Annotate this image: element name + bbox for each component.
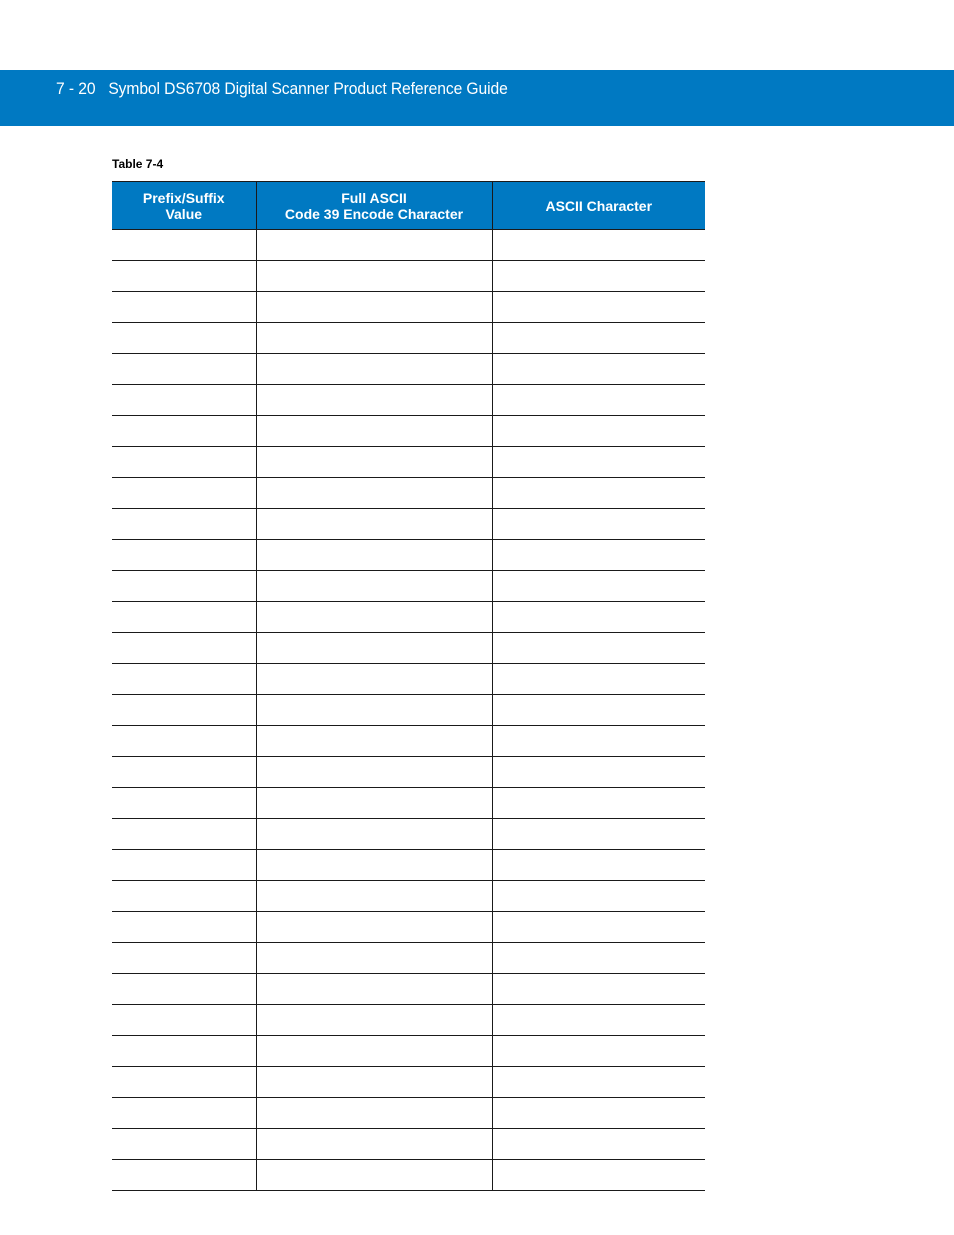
table-cell xyxy=(256,881,492,912)
table-cell xyxy=(492,757,705,788)
table-cell xyxy=(256,664,492,695)
table-cell xyxy=(112,664,256,695)
table-cell xyxy=(256,974,492,1005)
table-cell xyxy=(492,1067,705,1098)
table-cell xyxy=(256,478,492,509)
table-row xyxy=(112,757,705,788)
column-header-prefix-suffix-value xyxy=(112,182,256,230)
table-cell xyxy=(492,323,705,354)
table-cell xyxy=(256,757,492,788)
header-line: Code 39 Encode Character xyxy=(284,205,464,222)
table-row xyxy=(112,695,705,726)
table-cell xyxy=(112,726,256,757)
table-row xyxy=(112,354,705,385)
column-header-full-ascii xyxy=(256,182,492,230)
table-cell xyxy=(256,819,492,850)
table-cell xyxy=(112,261,256,292)
table-cell xyxy=(112,850,256,881)
table-row xyxy=(112,819,705,850)
table-cell xyxy=(112,757,256,788)
table-cell xyxy=(492,292,705,323)
table-row xyxy=(112,788,705,819)
table-cell xyxy=(492,478,705,509)
table-row xyxy=(112,1129,705,1160)
table-row xyxy=(112,1036,705,1067)
table-cell xyxy=(256,323,492,354)
header-line: Value xyxy=(165,205,203,222)
table-row xyxy=(112,478,705,509)
table-cell xyxy=(112,819,256,850)
table-cell xyxy=(112,540,256,571)
table-cell xyxy=(256,1067,492,1098)
table-row xyxy=(112,1098,705,1129)
table-row xyxy=(112,633,705,664)
table-cell xyxy=(256,571,492,602)
table-row xyxy=(112,1067,705,1098)
table-cell xyxy=(112,478,256,509)
header-line: ASCII Character xyxy=(545,197,653,214)
table-cell xyxy=(112,1067,256,1098)
table-row xyxy=(112,509,705,540)
table-row xyxy=(112,571,705,602)
header-line: Prefix/Suffix xyxy=(142,189,225,206)
table-cell xyxy=(256,602,492,633)
table-cell xyxy=(112,943,256,974)
table-cell xyxy=(256,943,492,974)
table-row xyxy=(112,416,705,447)
table-header-row xyxy=(112,182,705,230)
table-cell xyxy=(492,974,705,1005)
table-cell xyxy=(112,354,256,385)
table-cell xyxy=(492,664,705,695)
ascii-character-table xyxy=(112,181,705,1191)
table-cell xyxy=(256,509,492,540)
table-row xyxy=(112,726,705,757)
table-cell xyxy=(256,1098,492,1129)
table-row xyxy=(112,230,705,261)
table-cell xyxy=(492,230,705,261)
table-cell xyxy=(492,571,705,602)
table-cell xyxy=(256,912,492,943)
table-row xyxy=(112,540,705,571)
table-row xyxy=(112,602,705,633)
table-cell xyxy=(256,726,492,757)
header-line: Full ASCII xyxy=(341,189,407,206)
table-cell xyxy=(256,385,492,416)
table-cell xyxy=(256,261,492,292)
table-body xyxy=(112,230,705,1191)
table-cell xyxy=(112,230,256,261)
table-row xyxy=(112,385,705,416)
table-cell xyxy=(492,726,705,757)
table-cell xyxy=(112,602,256,633)
table-row xyxy=(112,447,705,478)
table-cell xyxy=(492,1129,705,1160)
table-cell xyxy=(112,447,256,478)
table-row xyxy=(112,323,705,354)
table-row xyxy=(112,292,705,323)
table-cell xyxy=(256,1036,492,1067)
table-cell xyxy=(112,633,256,664)
table-cell xyxy=(492,788,705,819)
table-cell xyxy=(492,1098,705,1129)
table-row xyxy=(112,974,705,1005)
table-cell xyxy=(492,943,705,974)
table-cell xyxy=(256,1160,492,1191)
table-cell xyxy=(256,416,492,447)
table-cell xyxy=(492,509,705,540)
table-cell xyxy=(112,292,256,323)
table-cell xyxy=(492,261,705,292)
table-cell xyxy=(256,1005,492,1036)
table-cell xyxy=(256,354,492,385)
table-cell xyxy=(112,974,256,1005)
table-row xyxy=(112,912,705,943)
table-cell xyxy=(112,416,256,447)
table-row xyxy=(112,1005,705,1036)
table-cell xyxy=(492,1005,705,1036)
table-row xyxy=(112,881,705,912)
running-header xyxy=(56,79,508,99)
table-cell xyxy=(492,354,705,385)
table-cell xyxy=(492,633,705,664)
table-cell xyxy=(112,385,256,416)
table-cell xyxy=(256,540,492,571)
table-cell xyxy=(112,1005,256,1036)
table-cell xyxy=(492,695,705,726)
table-row xyxy=(112,1160,705,1191)
table-cell xyxy=(492,819,705,850)
table-row xyxy=(112,850,705,881)
table-row xyxy=(112,664,705,695)
table-cell xyxy=(112,695,256,726)
table-cell xyxy=(112,1036,256,1067)
table-cell xyxy=(256,1129,492,1160)
table-cell xyxy=(112,1129,256,1160)
table-cell xyxy=(256,447,492,478)
page-number: 7 - 20 xyxy=(56,79,96,98)
table-cell xyxy=(492,447,705,478)
table-cell xyxy=(256,230,492,261)
table-cell xyxy=(492,385,705,416)
table-cell xyxy=(256,633,492,664)
table-cell xyxy=(112,509,256,540)
table-cell xyxy=(492,1160,705,1191)
table-cell xyxy=(112,1098,256,1129)
table-cell xyxy=(112,323,256,354)
column-header-ascii-character xyxy=(492,182,705,230)
table-cell xyxy=(112,881,256,912)
table-row xyxy=(112,943,705,974)
table-cell xyxy=(256,292,492,323)
table-row xyxy=(112,261,705,292)
table-cell xyxy=(256,788,492,819)
table-cell xyxy=(492,540,705,571)
table-cell xyxy=(492,602,705,633)
table-cell xyxy=(112,788,256,819)
table-caption: Table 7-4 xyxy=(112,157,164,171)
guide-title: Symbol DS6708 Digital Scanner Product Reference Guide xyxy=(108,79,508,98)
table-cell xyxy=(112,1160,256,1191)
table-cell xyxy=(112,571,256,602)
table-cell xyxy=(492,881,705,912)
table-cell xyxy=(256,695,492,726)
table-cell xyxy=(492,1036,705,1067)
table-cell xyxy=(492,850,705,881)
table-cell xyxy=(112,912,256,943)
table-cell xyxy=(256,850,492,881)
table-cell xyxy=(492,912,705,943)
table-cell xyxy=(492,416,705,447)
